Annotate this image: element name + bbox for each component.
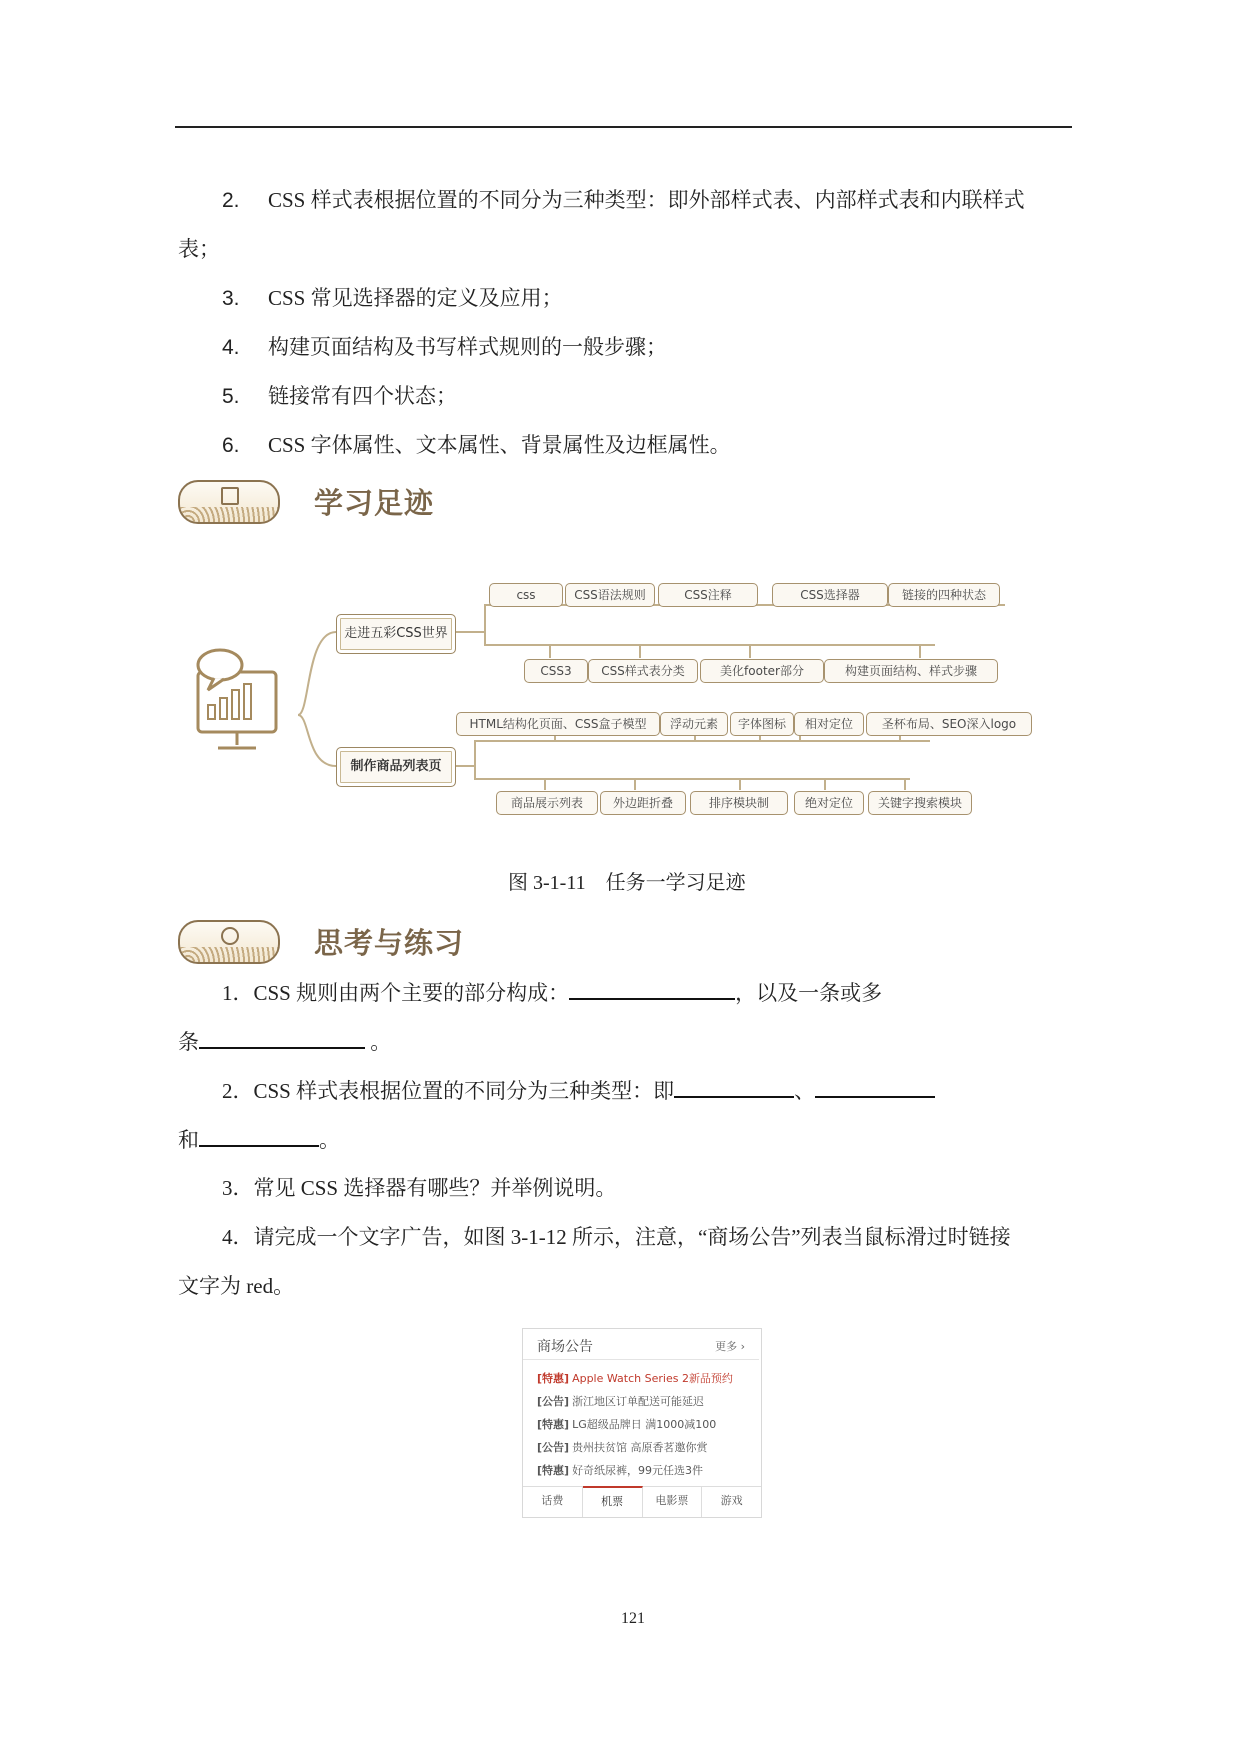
ad-title: 商场公告 bbox=[537, 1339, 593, 1355]
mindmap-node: CSS样式表分类 bbox=[588, 659, 698, 683]
answer-blank bbox=[674, 1076, 794, 1098]
exercise-1-cont: 条 。 bbox=[178, 1027, 391, 1056]
exercise-4: 4．请完成一个文字广告，如图 3-1-12 所示，注意，“商场公告”列表当鼠标滑过时链接 bbox=[222, 1225, 1011, 1249]
summary-item-5: 5. 链接常有四个状态； bbox=[222, 384, 457, 408]
header-rule bbox=[175, 126, 1072, 128]
figure-caption: 图 3-1-11 任务一学习足迹 bbox=[508, 872, 746, 894]
mindmap-node: 商品展示列表 bbox=[496, 791, 598, 815]
ad-widget bbox=[522, 1328, 762, 1518]
tab-phone-bill[interactable]: 话费 bbox=[523, 1487, 583, 1517]
exercise-4-cont: 文字为 red。 bbox=[178, 1274, 295, 1298]
ad-tabs bbox=[523, 1486, 761, 1517]
mindmap-node: 美化footer部分 bbox=[700, 659, 824, 683]
mindmap-node: 链接的四种状态 bbox=[888, 583, 1000, 607]
mindmap-node: 圣杯布局、SEO深入logo bbox=[866, 712, 1032, 736]
mindmap-node: HTML结构化页面、CSS盒子模型 bbox=[456, 712, 660, 736]
mindmap-node: CSS3 bbox=[524, 659, 588, 683]
mindmap-node: 绝对定位 bbox=[794, 791, 864, 815]
ad-list-item[interactable]: [公告] 贵州扶贫馆 高原香茗邀你赏 bbox=[537, 1441, 708, 1454]
mindmap-node: 排序模块制 bbox=[690, 791, 788, 815]
summary-item-6: 6. CSS 字体属性、文本属性、背景属性及边框属性。 bbox=[222, 433, 731, 457]
practice-title: 思考与练习 bbox=[314, 926, 465, 960]
practice-badge bbox=[178, 920, 280, 964]
footprint-title: 学习足迹 bbox=[314, 486, 435, 520]
ad-list-item[interactable]: [特惠] Apple Watch Series 2新品预约 bbox=[537, 1372, 733, 1385]
mindmap-node: 浮动元素 bbox=[660, 712, 728, 736]
mindmap-node: CSS语法规则 bbox=[565, 583, 655, 607]
ad-more-link[interactable]: 更多 › bbox=[715, 1340, 745, 1353]
answer-blank bbox=[569, 978, 735, 1000]
answer-blank bbox=[199, 1125, 319, 1147]
clipboard-icon bbox=[221, 487, 239, 505]
mindmap-node: css bbox=[489, 583, 563, 607]
ad-list-item[interactable]: [特惠] LG超级品牌日 满1000减100 bbox=[537, 1418, 717, 1431]
summary-item-4: 4. 构建页面结构及书写样式规则的一般步骤； bbox=[222, 335, 667, 359]
exercise-3: 3．常见 CSS 选择器有哪些？并举例说明。 bbox=[222, 1176, 617, 1200]
lightbulb-icon bbox=[221, 927, 239, 945]
footprint-badge bbox=[178, 480, 280, 524]
mindmap-node: 相对定位 bbox=[794, 712, 864, 736]
exercise-2: 2．CSS 样式表根据位置的不同分为三种类型：即 、 bbox=[222, 1076, 935, 1105]
answer-blank bbox=[815, 1076, 935, 1098]
mindmap-node: 字体图标 bbox=[730, 712, 794, 736]
mindmap-node: CSS选择器 bbox=[772, 583, 888, 607]
mindmap-branch-css-world: 走进五彩CSS世界 bbox=[336, 614, 456, 654]
mindmap-node: CSS注释 bbox=[658, 583, 758, 607]
summary-item-3: 3. CSS 常见选择器的定义及应用； bbox=[222, 286, 563, 310]
exercise-1: 1．CSS 规则由两个主要的部分构成： ，以及一条或多 bbox=[222, 978, 882, 1007]
tab-air-ticket[interactable]: 机票 bbox=[583, 1486, 643, 1517]
tab-movie-ticket[interactable]: 电影票 bbox=[643, 1487, 703, 1517]
mindmap-node: 构建页面结构、样式步骤 bbox=[824, 659, 998, 683]
page-number: 121 bbox=[621, 1610, 645, 1627]
ad-list-item[interactable]: [公告] 浙江地区订单配送可能延迟 bbox=[537, 1395, 705, 1408]
mindmap-branch-product-list: 制作商品列表页 bbox=[336, 747, 456, 787]
mindmap-node: 外边距折叠 bbox=[600, 791, 686, 815]
exercise-2-cont: 和 。 bbox=[178, 1125, 340, 1154]
computer-chart-icon bbox=[198, 650, 276, 748]
tab-games[interactable]: 游戏 bbox=[720, 1494, 743, 1507]
ad-list bbox=[537, 1367, 733, 1482]
summary-item-2-cont: 表； bbox=[178, 237, 220, 261]
ad-header bbox=[523, 1329, 759, 1360]
ad-list-item[interactable]: [特惠] 好奇纸尿裤，99元任选3件 bbox=[537, 1464, 704, 1477]
summary-item-2: 2. CSS 样式表根据位置的不同分为三种类型：即外部样式表、内部样式表和内联样式 bbox=[222, 188, 1025, 212]
mindmap-node: 关键字搜索模块 bbox=[868, 791, 972, 815]
answer-blank bbox=[199, 1027, 365, 1049]
